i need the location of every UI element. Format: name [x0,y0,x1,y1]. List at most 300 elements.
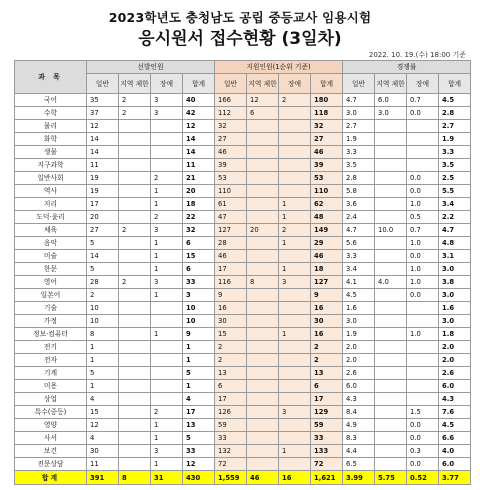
selection-cell [119,289,151,302]
applicant-cell: 46 [215,250,247,263]
subject-cell: 전문상담 [15,458,87,471]
rate-cell [407,341,439,354]
applicant-cell: 126 [215,406,247,419]
applicant-cell [279,419,311,432]
applicant-cell: 2 [215,354,247,367]
subject-cell: 지구과학 [15,159,87,172]
rate-cell: 1.0 [407,198,439,211]
selection-cell: 35 [87,94,119,107]
subheader-disabled: 장애 [151,74,183,94]
applicant-cell: 29 [311,237,343,250]
selection-cell: 6 [183,263,215,276]
subject-cell: 사서 [15,432,87,445]
rate-cell: 5.5 [439,185,471,198]
applicant-cell: 20 [247,224,279,237]
selection-cell: 17 [183,406,215,419]
applicant-cell [279,393,311,406]
rate-cell: 3.0 [439,289,471,302]
applicant-cell: 46 [311,146,343,159]
table-row [15,185,471,198]
selection-cell [119,393,151,406]
selection-cell [119,159,151,172]
rate-cell: 6.0 [375,94,407,107]
applicant-cell [247,146,279,159]
selection-cell: 2 [119,107,151,120]
rate-cell [375,211,407,224]
selection-cell: 28 [87,276,119,289]
applicant-cell: 1 [279,445,311,458]
rate-cell [375,367,407,380]
rate-cell: 7.6 [439,406,471,419]
selection-cell [151,393,183,406]
rate-cell [407,354,439,367]
rate-cell: 4.3 [343,393,375,406]
selection-cell [119,263,151,276]
applicant-cell [279,107,311,120]
selection-cell: 1 [183,380,215,393]
rate-cell: 0.7 [407,94,439,107]
selection-cell: 1 [151,458,183,471]
subject-cell: 가정 [15,315,87,328]
rate-cell [375,328,407,341]
applicant-cell: 27 [311,133,343,146]
group-header-applicants: 지원인원(1순위 기준) [215,61,343,74]
applicant-cell: 47 [215,211,247,224]
applicant-cell: 30 [215,315,247,328]
selection-cell: 20 [183,185,215,198]
rate-cell: 4.7 [343,94,375,107]
selection-cell: 3 [151,94,183,107]
subject-header: 과 목 [15,61,87,94]
applicant-cell [279,367,311,380]
subject-cell: 기계 [15,367,87,380]
subject-cell: 전자 [15,354,87,367]
subheader-sum: 합계 [311,74,343,94]
applicant-cell [247,198,279,211]
selection-cell: 3 [151,276,183,289]
rate-cell: 0.0 [407,289,439,302]
selection-cell: 391 [87,471,119,485]
rate-cell: 4.5 [343,289,375,302]
rate-cell: 0.3 [407,445,439,458]
applicant-cell [279,354,311,367]
selection-cell: 1 [151,237,183,250]
rate-cell: 2.7 [439,120,471,133]
applicant-cell: 27 [215,133,247,146]
total-row [15,471,471,485]
selection-cell: 19 [87,172,119,185]
table-row [15,94,471,107]
applicant-cell: 1 [279,198,311,211]
applicant-cell [279,302,311,315]
table-row [15,263,471,276]
rate-cell: 1.5 [407,406,439,419]
selection-cell: 2 [87,289,119,302]
selection-cell: 13 [183,419,215,432]
rate-cell: 4.4 [343,445,375,458]
subheader-sum: 합계 [183,74,215,94]
selection-cell: 2 [119,276,151,289]
rate-cell: 1.6 [439,302,471,315]
applicant-cell: 127 [215,224,247,237]
subject-cell: 물리 [15,120,87,133]
selection-cell: 2 [119,94,151,107]
applicant-cell [247,120,279,133]
exam-title: 2023학년도 충청남도 공립 중등교사 임용시험 [108,10,372,25]
rate-cell: 0.0 [407,107,439,120]
applicant-cell: 133 [311,445,343,458]
applicant-cell: 12 [247,94,279,107]
selection-cell [119,445,151,458]
applicant-cell: 17 [215,263,247,276]
selection-cell: 19 [87,185,119,198]
rate-cell: 1.6 [343,302,375,315]
rate-cell [375,302,407,315]
rate-cell [375,445,407,458]
applicant-cell: 3 [279,276,311,289]
selection-cell [119,315,151,328]
rate-cell [375,393,407,406]
rate-cell: 2.8 [439,107,471,120]
selection-cell [119,146,151,159]
rate-cell: 3.0 [439,315,471,328]
applicant-cell [247,458,279,471]
selection-cell: 11 [87,458,119,471]
selection-cell: 1 [151,198,183,211]
rate-cell: 8.4 [343,406,375,419]
rate-cell: 3.3 [343,250,375,263]
selection-cell: 32 [183,224,215,237]
applicant-cell: 1 [279,237,311,250]
table-row [15,276,471,289]
selection-cell [119,211,151,224]
rate-cell: 4.3 [439,393,471,406]
applicant-cell: 110 [215,185,247,198]
table-row [15,458,471,471]
selection-cell: 1 [87,341,119,354]
applicant-cell: 13 [311,367,343,380]
selection-cell: 1 [87,380,119,393]
applicant-cell: 127 [311,276,343,289]
selection-cell: 14 [87,133,119,146]
applicant-cell: 16 [311,328,343,341]
rate-cell: 6.5 [343,458,375,471]
rate-cell: 6.0 [343,380,375,393]
applicant-cell: 16 [215,302,247,315]
rate-cell: 0.52 [407,471,439,485]
table-row [15,224,471,237]
rate-cell: 0.0 [407,458,439,471]
rate-cell [407,393,439,406]
rate-cell: 2.6 [439,367,471,380]
applicant-cell: 1 [279,263,311,276]
subject-cell: 미용 [15,380,87,393]
subheader-general: 일반 [343,74,375,94]
selection-cell: 11 [87,159,119,172]
subheader-general: 일반 [215,74,247,94]
applicant-cell: 33 [215,432,247,445]
rate-cell: 4.7 [439,224,471,237]
rate-cell [375,354,407,367]
applicant-cell: 30 [311,315,343,328]
selection-cell: 31 [151,471,183,485]
applicant-cell: 39 [215,159,247,172]
rate-cell: 2.7 [343,120,375,133]
selection-cell: 14 [87,146,119,159]
selection-cell: 11 [183,159,215,172]
subject-cell: 특수(중등) [15,406,87,419]
rate-cell: 4.1 [343,276,375,289]
rate-cell [375,172,407,185]
selection-cell: 4 [87,432,119,445]
subheader-region: 지역 제한 [247,74,279,94]
applicant-cell [247,393,279,406]
applicant-cell: 72 [311,458,343,471]
table-row [15,445,471,458]
applicant-cell [247,445,279,458]
rate-cell: 0.7 [407,224,439,237]
applicant-cell: 110 [311,185,343,198]
table-row [15,302,471,315]
rate-cell [375,419,407,432]
applicant-cell [247,315,279,328]
selection-cell [151,380,183,393]
rate-cell [407,133,439,146]
rate-cell [375,380,407,393]
applicant-cell: 59 [311,419,343,432]
applicant-cell [279,120,311,133]
table-row [15,172,471,185]
rate-cell: 3.77 [439,471,471,485]
rate-cell [375,120,407,133]
selection-cell: 5 [183,367,215,380]
selection-cell: 14 [183,146,215,159]
rate-cell: 2.8 [343,172,375,185]
group-header-competition: 경쟁률 [343,61,471,74]
selection-cell: 1 [151,185,183,198]
rate-cell: 3.1 [439,250,471,263]
table-row [15,159,471,172]
applicant-cell: 2 [311,354,343,367]
selection-cell [119,198,151,211]
selection-cell [119,458,151,471]
applicant-cell [247,406,279,419]
table-row [15,250,471,263]
applicant-cell: 48 [311,211,343,224]
applicant-cell: 32 [311,120,343,133]
rate-cell [375,458,407,471]
selection-cell: 3 [151,224,183,237]
subject-cell: 정보·컴퓨터 [15,328,87,341]
applicant-cell [279,159,311,172]
report-title: 응시원서 접수현황 (3일차) [138,29,342,49]
applicant-cell: 1 [279,211,311,224]
selection-cell [151,315,183,328]
applicant-cell: 46 [215,146,247,159]
applicant-cell [279,289,311,302]
selection-cell: 2 [119,224,151,237]
subheader-disabled: 장애 [279,74,311,94]
subject-cell: 일본어 [15,289,87,302]
table-row [15,211,471,224]
rate-cell: 0.0 [407,172,439,185]
rate-cell: 3.8 [439,276,471,289]
table-row [15,315,471,328]
applicant-cell: 46 [311,250,343,263]
selection-cell: 1 [151,432,183,445]
rate-cell: 3.3 [343,146,375,159]
table-row [15,237,471,250]
rate-cell [407,367,439,380]
table-body [15,94,471,485]
applicant-cell [279,380,311,393]
selection-cell: 18 [183,198,215,211]
selection-cell: 8 [87,328,119,341]
selection-cell: 14 [87,250,119,263]
applicant-cell: 39 [311,159,343,172]
applicant-cell: 132 [215,445,247,458]
applicant-cell: 118 [311,107,343,120]
rate-cell: 2.4 [343,211,375,224]
rate-cell: 1.9 [343,133,375,146]
applicant-cell: 2 [279,224,311,237]
rate-cell [375,341,407,354]
applicant-cell: 8 [247,276,279,289]
applicant-cell: 72 [215,458,247,471]
selection-cell: 2 [151,172,183,185]
table-row [15,367,471,380]
rate-cell: 3.0 [439,263,471,276]
rate-cell: 3.4 [343,263,375,276]
applicant-cell: 32 [215,120,247,133]
applicant-cell: 6 [247,107,279,120]
selection-cell: 15 [87,406,119,419]
applicant-cell: 33 [311,432,343,445]
applicant-cell: 1,621 [311,471,343,485]
rate-cell [407,380,439,393]
selection-cell [151,367,183,380]
selection-cell [119,380,151,393]
applicant-cell [247,237,279,250]
rate-cell [375,250,407,263]
selection-cell: 42 [183,107,215,120]
applicant-cell [279,341,311,354]
selection-cell: 5 [87,237,119,250]
rate-cell: 2.0 [343,354,375,367]
selection-cell [119,185,151,198]
selection-cell: 5 [183,432,215,445]
applicant-cell: 149 [311,224,343,237]
table-row [15,406,471,419]
subject-cell: 수학 [15,107,87,120]
selection-cell [119,406,151,419]
applicant-cell: 17 [215,393,247,406]
selection-cell: 12 [183,120,215,133]
group-header-selection: 선발인원 [87,61,215,74]
applicant-cell: 2 [215,341,247,354]
rate-cell [407,159,439,172]
selection-cell: 10 [183,315,215,328]
selection-cell: 10 [87,302,119,315]
selection-cell: 3 [183,289,215,302]
applicant-cell: 17 [311,393,343,406]
rate-cell: 3.6 [343,198,375,211]
selection-cell [119,120,151,133]
rate-cell [375,146,407,159]
applicant-cell: 15 [215,328,247,341]
applicant-cell: 6 [311,380,343,393]
subheader-sum: 합계 [439,74,471,94]
subject-cell: 지리 [15,198,87,211]
selection-cell: 1 [183,341,215,354]
rate-cell: 6.0 [439,380,471,393]
applicant-cell [247,302,279,315]
applicant-cell [247,133,279,146]
rate-cell: 3.5 [343,159,375,172]
applicant-cell [247,263,279,276]
rate-cell: 1.0 [407,276,439,289]
rate-cell: 4.5 [439,94,471,107]
applicant-cell [247,211,279,224]
selection-cell: 30 [87,445,119,458]
applicant-cell: 9 [311,289,343,302]
selection-cell [119,133,151,146]
applicant-cell: 6 [215,380,247,393]
rate-cell: 4.0 [375,276,407,289]
applicant-cell: 62 [311,198,343,211]
applicant-cell [279,458,311,471]
selection-cell: 1 [151,419,183,432]
subject-cell: 보건 [15,445,87,458]
subheader-region: 지역 제한 [119,74,151,94]
selection-cell [119,419,151,432]
rate-cell: 0.0 [407,185,439,198]
applicant-cell: 116 [215,276,247,289]
rate-cell: 1.0 [407,237,439,250]
selection-cell: 1 [183,354,215,367]
table-row [15,120,471,133]
selection-cell [151,341,183,354]
rate-cell: 2.0 [439,341,471,354]
table-row [15,419,471,432]
selection-cell: 1 [151,263,183,276]
rate-cell: 0.0 [407,432,439,445]
rate-cell: 2.0 [343,341,375,354]
selection-cell: 1 [151,328,183,341]
applicant-cell [247,341,279,354]
selection-cell: 5 [87,367,119,380]
rate-cell [407,146,439,159]
selection-cell: 22 [183,211,215,224]
subject-cell: 영어 [15,276,87,289]
table-row [15,133,471,146]
selection-cell [151,133,183,146]
selection-cell: 15 [183,250,215,263]
rate-cell: 10.0 [375,224,407,237]
rate-cell: 4.8 [439,237,471,250]
rate-cell: 3.0 [375,107,407,120]
selection-cell: 3 [151,107,183,120]
selection-cell [119,328,151,341]
table-row [15,328,471,341]
applicant-cell: 3 [279,406,311,419]
selection-cell [119,354,151,367]
selection-cell: 1 [87,354,119,367]
selection-cell: 37 [87,107,119,120]
applicant-cell [247,367,279,380]
table-row [15,341,471,354]
rate-cell [375,263,407,276]
